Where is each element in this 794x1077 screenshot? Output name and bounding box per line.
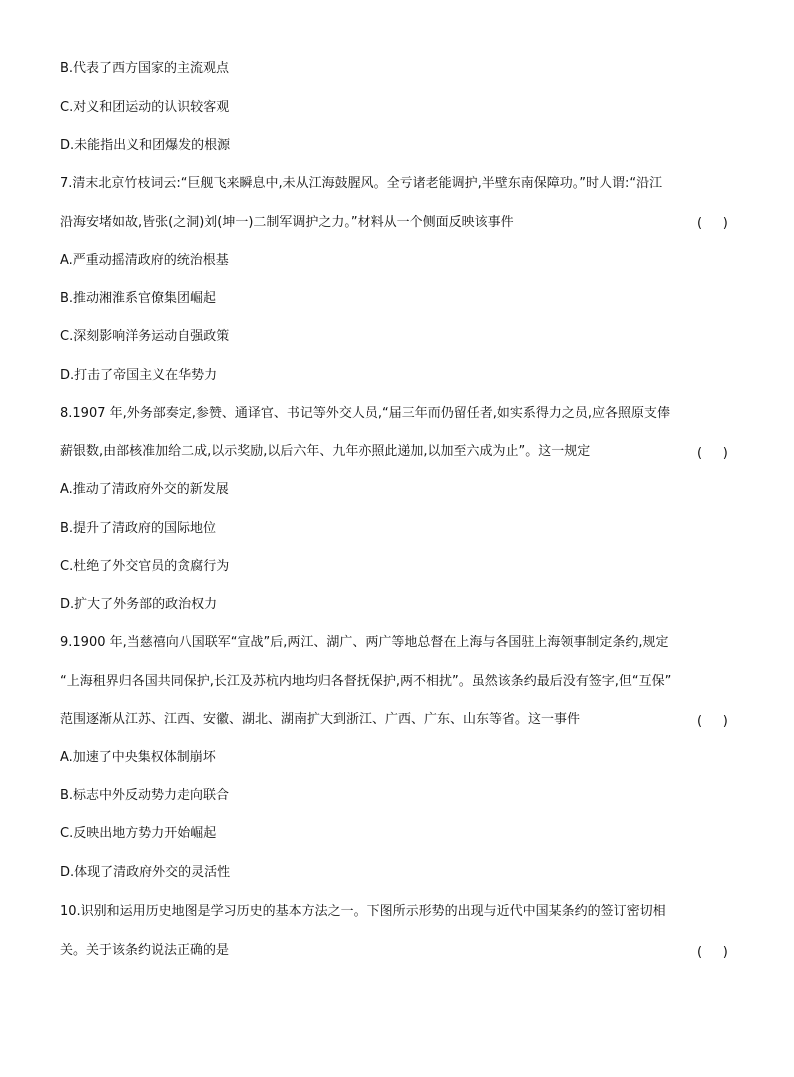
q7-option-b: B.推动湘淮系官僚集团崛起 bbox=[60, 291, 217, 306]
q9-stem-line-1: 9.1900 年,当慈禧向八国联军“宣战”后,两江、湖广、两广等地总督在上海与各国驻上海领事制定条约,规定 bbox=[60, 635, 669, 650]
q6-option-c: C.对义和团运动的认识较客观 bbox=[60, 100, 230, 115]
q6-option-d: D.未能指出义和团爆发的根源 bbox=[60, 138, 231, 153]
q8-option-b: B.提升了清政府的国际地位 bbox=[60, 521, 217, 536]
q7-option-c: C.深刻影响洋务运动自强政策 bbox=[60, 329, 230, 344]
q9-option-c: C.反映出地方势力开始崛起 bbox=[60, 826, 217, 841]
q6-option-b: B.代表了西方国家的主流观点 bbox=[60, 61, 230, 76]
q8-option-c: C.杜绝了外交官员的贪腐行为 bbox=[60, 559, 230, 574]
q8-stem-line-2: 薪银数,由部核准加给二成,以示奖励,以后六年、九年亦照此递加,以加至六成为止”。这一规定 bbox=[60, 444, 591, 459]
q9-stem-line-3: 范围逐渐从江苏、江西、安徽、湖北、湖南扩大到浙江、广西、广东、山东等省。这一事件 bbox=[60, 712, 581, 727]
q9-option-d: D.体现了清政府外交的灵活性 bbox=[60, 865, 231, 880]
q10-stem-line-2: 关。关于该条约说法正确的是 bbox=[60, 943, 230, 958]
q9-answer-paren: ( ) bbox=[697, 714, 728, 729]
q10-answer-paren: ( ) bbox=[697, 945, 728, 960]
q9-option-a: A.加速了中央集权体制崩坏 bbox=[60, 750, 216, 765]
q7-stem-line-2: 沿海安堵如故,皆张(之洞)刘(坤一)二制军调护之力。”材料从一个侧面反映该事件 bbox=[60, 215, 514, 230]
q7-stem-line-1: 7.清末北京竹枝词云:“巨舰飞来瞬息中,未从江海鼓腥风。全亏诸老能调护,半壁东南保障功。”时人谓:“沿江 bbox=[60, 176, 663, 191]
q8-stem-line-1: 8.1907 年,外务部奏定,参赞、通译官、书记等外交人员,“届三年而仍留任者,如实系得力之员,应各照原支俸 bbox=[60, 406, 671, 421]
q8-option-d: D.扩大了外务部的政治权力 bbox=[60, 597, 218, 612]
q8-answer-paren: ( ) bbox=[697, 446, 728, 461]
q9-option-b: B.标志中外反动势力走向联合 bbox=[60, 788, 230, 803]
q7-option-a: A.严重动摇清政府的统治根基 bbox=[60, 253, 229, 268]
q7-answer-paren: ( ) bbox=[697, 216, 728, 231]
q7-option-d: D.打击了帝国主义在华势力 bbox=[60, 368, 218, 383]
q9-stem-line-2: “上海租界归各国共同保护,长江及苏杭内地均归各督抚保护,两不相扰”。虽然该条约最后没有签字,但“互保” bbox=[60, 674, 672, 689]
q8-option-a: A.推动了清政府外交的新发展 bbox=[60, 482, 229, 497]
q10-stem-line-1: 10.识别和运用历史地图是学习历史的基本方法之一。下图所示形势的出现与近代中国某条约的签订密切相 bbox=[60, 904, 666, 919]
